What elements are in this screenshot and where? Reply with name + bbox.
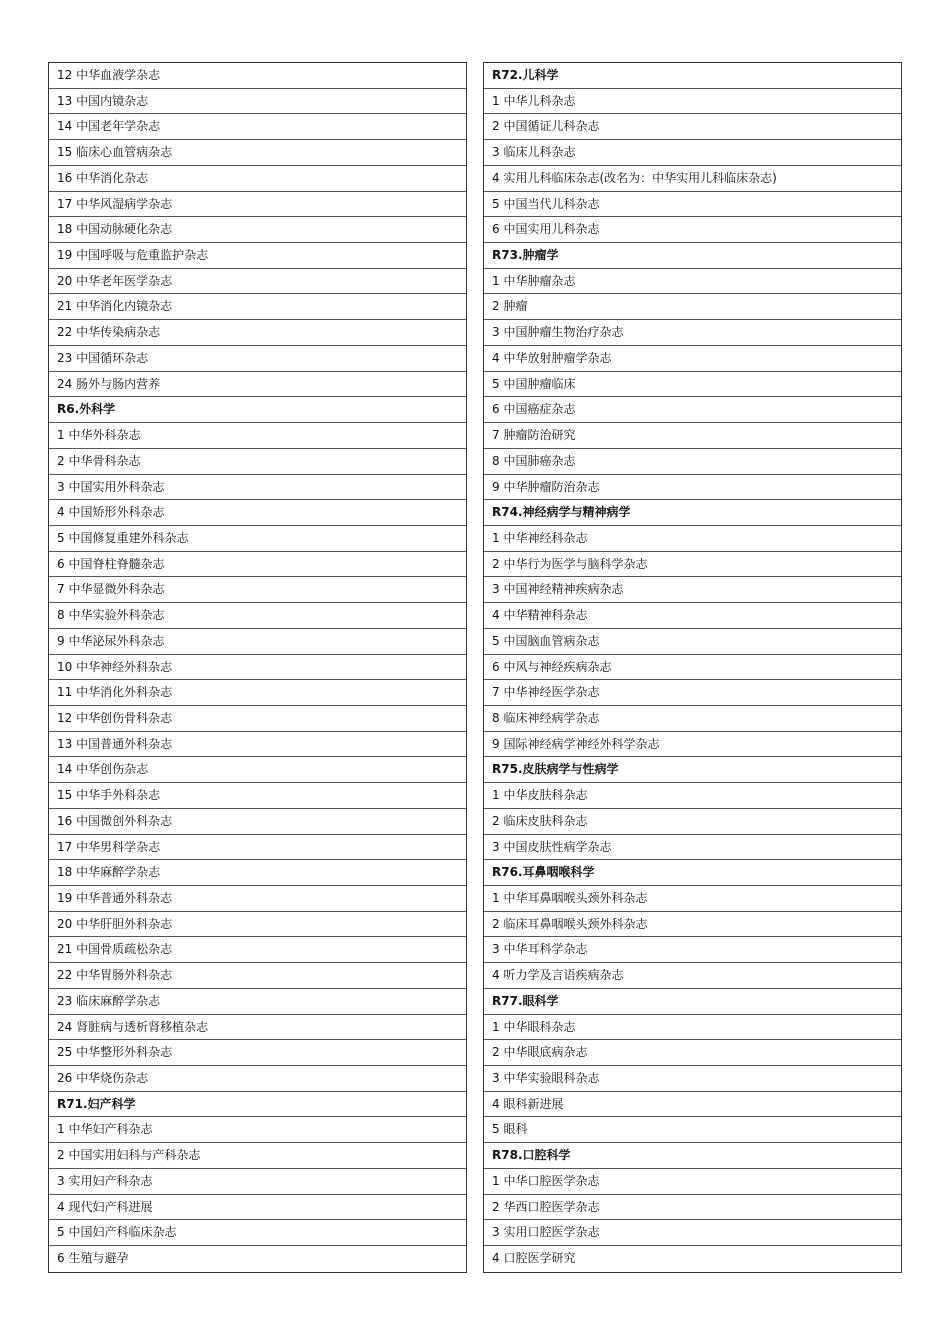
journal-row: 7 中华神经医学杂志 (484, 680, 901, 706)
journal-row: 19 中国呼吸与危重监护杂志 (49, 243, 466, 269)
journal-row: 12 中华血液学杂志 (49, 63, 466, 89)
journal-row: 4 口腔医学研究 (492, 1251, 576, 1266)
journal-row: 14 中华创伤杂志 (49, 757, 466, 783)
journal-row: 22 中华传染病杂志 (49, 320, 466, 346)
journal-row: 23 临床麻醉学杂志 (49, 989, 466, 1015)
journal-row: 20 中华老年医学杂志 (49, 269, 466, 295)
journal-row: 5 中国当代儿科杂志 (484, 192, 901, 218)
journal-row: 4 现代妇产科进展 (49, 1195, 466, 1221)
journal-row: 6 中国实用儿科杂志 (484, 217, 901, 243)
journal-row: 2 中国实用妇科与产科杂志 (49, 1143, 466, 1169)
journal-row: 18 中国动脉硬化杂志 (49, 217, 466, 243)
journal-row: 4 听力学及言语疾病杂志 (484, 963, 901, 989)
journal-row: 16 中华消化杂志 (49, 166, 466, 192)
journal-row: 2 中华行为医学与脑科学杂志 (484, 552, 901, 578)
category-header-row: R71.妇产科学 (49, 1092, 466, 1118)
category-header-row: R77.眼科学 (484, 989, 901, 1015)
journal-row: 3 中国肿瘤生物治疗杂志 (484, 320, 901, 346)
category-header-row: R76.耳鼻咽喉科学 (484, 860, 901, 886)
journal-row: 6 生殖与避孕 (57, 1251, 129, 1266)
journal-row: 15 中华手外科杂志 (49, 783, 466, 809)
journal-row: 1 中华耳鼻咽喉头颈外科杂志 (484, 886, 901, 912)
left-journal-table (48, 62, 467, 1273)
journal-row: 13 中国普通外科杂志 (49, 732, 466, 758)
journal-row: 8 中国肺癌杂志 (484, 449, 901, 475)
category-header-row: R78.口腔科学 (484, 1143, 901, 1169)
journal-row: 4 中国矫形外科杂志 (49, 500, 466, 526)
journal-row: 1 中华眼科杂志 (484, 1015, 901, 1041)
journal-row: 12 中华创伤骨科杂志 (49, 706, 466, 732)
journal-row: 4 中华精神科杂志 (484, 603, 901, 629)
journal-row: 2 中国循证儿科杂志 (484, 114, 901, 140)
journal-row: 14 中国老年学杂志 (49, 114, 466, 140)
journal-row: 2 中华眼底病杂志 (484, 1040, 901, 1066)
journal-row: 17 中华风湿病学杂志 (49, 192, 466, 218)
journal-row: 6 中国脊柱脊髓杂志 (49, 552, 466, 578)
journal-row: 2 临床耳鼻咽喉头颈外科杂志 (484, 912, 901, 938)
journal-row: 3 临床儿科杂志 (484, 140, 901, 166)
journal-row: 4 中华放射肿瘤学杂志 (484, 346, 901, 372)
journal-row: 1 中华口腔医学杂志 (484, 1169, 901, 1195)
journal-row: 3 实用妇产科杂志 (49, 1169, 466, 1195)
journal-row: 16 中国微创外科杂志 (49, 809, 466, 835)
journal-row: 10 中华神经外科杂志 (49, 655, 466, 681)
journal-row: 19 中华普通外科杂志 (49, 886, 466, 912)
journal-row: 2 肿瘤 (484, 294, 901, 320)
journal-row: 5 眼科 (484, 1117, 901, 1143)
journal-row: 24 肠外与肠内营养 (49, 372, 466, 398)
journal-row: 25 中华整形外科杂志 (49, 1040, 466, 1066)
journal-row: 5 中国修复重建外科杂志 (49, 526, 466, 552)
journal-row: 9 中华肿瘤防治杂志 (484, 475, 901, 501)
journal-row: 7 中华显微外科杂志 (49, 577, 466, 603)
journal-row: 8 临床神经病学杂志 (484, 706, 901, 732)
right-journal-table (483, 62, 902, 1273)
journal-row: 5 中国妇产科临床杂志 (49, 1220, 466, 1246)
journal-row: 20 中华肝胆外科杂志 (49, 912, 466, 938)
journal-row: 11 中华消化外科杂志 (49, 680, 466, 706)
journal-row: 1 中华外科杂志 (49, 423, 466, 449)
journal-row: 6 中风与神经疾病杂志 (484, 655, 901, 681)
journal-row: 3 中华耳科学杂志 (484, 937, 901, 963)
journal-row: 9 中华泌尿外科杂志 (49, 629, 466, 655)
category-header-row: R74.神经病学与精神病学 (484, 500, 901, 526)
journal-row: 23 中国循环杂志 (49, 346, 466, 372)
journal-row: 26 中华烧伤杂志 (49, 1066, 466, 1092)
journal-row: 2 临床皮肤科杂志 (484, 809, 901, 835)
journal-row: 4 眼科新进展 (484, 1092, 901, 1118)
journal-row: 5 中国脑血管病杂志 (484, 629, 901, 655)
journal-row: 3 实用口腔医学杂志 (484, 1220, 901, 1246)
journal-row: 24 肾脏病与透析肾移植杂志 (49, 1015, 466, 1041)
category-header-row: R6.外科学 (49, 397, 466, 423)
journal-row: 2 中华骨科杂志 (49, 449, 466, 475)
journal-row: 5 中国肿瘤临床 (484, 372, 901, 398)
category-header-row: R72.儿科学 (484, 63, 901, 89)
journal-row: 18 中华麻醉学杂志 (49, 860, 466, 886)
journal-row: 21 中华消化内镜杂志 (49, 294, 466, 320)
journal-row: 15 临床心血管病杂志 (49, 140, 466, 166)
journal-row: 1 中华神经科杂志 (484, 526, 901, 552)
journal-row: 3 中华实验眼科杂志 (484, 1066, 901, 1092)
category-header-row: R75.皮肤病学与性病学 (484, 757, 901, 783)
journal-row: 22 中华胃肠外科杂志 (49, 963, 466, 989)
journal-row: 13 中国内镜杂志 (49, 89, 466, 115)
journal-row: 2 华西口腔医学杂志 (484, 1195, 901, 1221)
journal-row: 9 国际神经病学神经外科学杂志 (484, 732, 901, 758)
journal-row: 3 中国实用外科杂志 (49, 475, 466, 501)
journal-row: 8 中华实验外科杂志 (49, 603, 466, 629)
journal-row: 17 中华男科学杂志 (49, 835, 466, 861)
journal-row: 21 中国骨质疏松杂志 (49, 937, 466, 963)
journal-row: 1 中华皮肤科杂志 (484, 783, 901, 809)
journal-row: 6 中国癌症杂志 (484, 397, 901, 423)
journal-row: 1 中华儿科杂志 (484, 89, 901, 115)
journal-row: 1 中华妇产科杂志 (49, 1117, 466, 1143)
journal-row: 7 肿瘤防治研究 (484, 423, 901, 449)
journal-row: 3 中国神经精神疾病杂志 (484, 577, 901, 603)
category-header-row: R73.肿瘤学 (484, 243, 901, 269)
journal-row: 1 中华肿瘤杂志 (484, 269, 901, 295)
journal-row: 4 实用儿科临床杂志(改名为：中华实用儿科临床杂志) (484, 166, 901, 192)
journal-row: 3 中国皮肤性病学杂志 (484, 835, 901, 861)
